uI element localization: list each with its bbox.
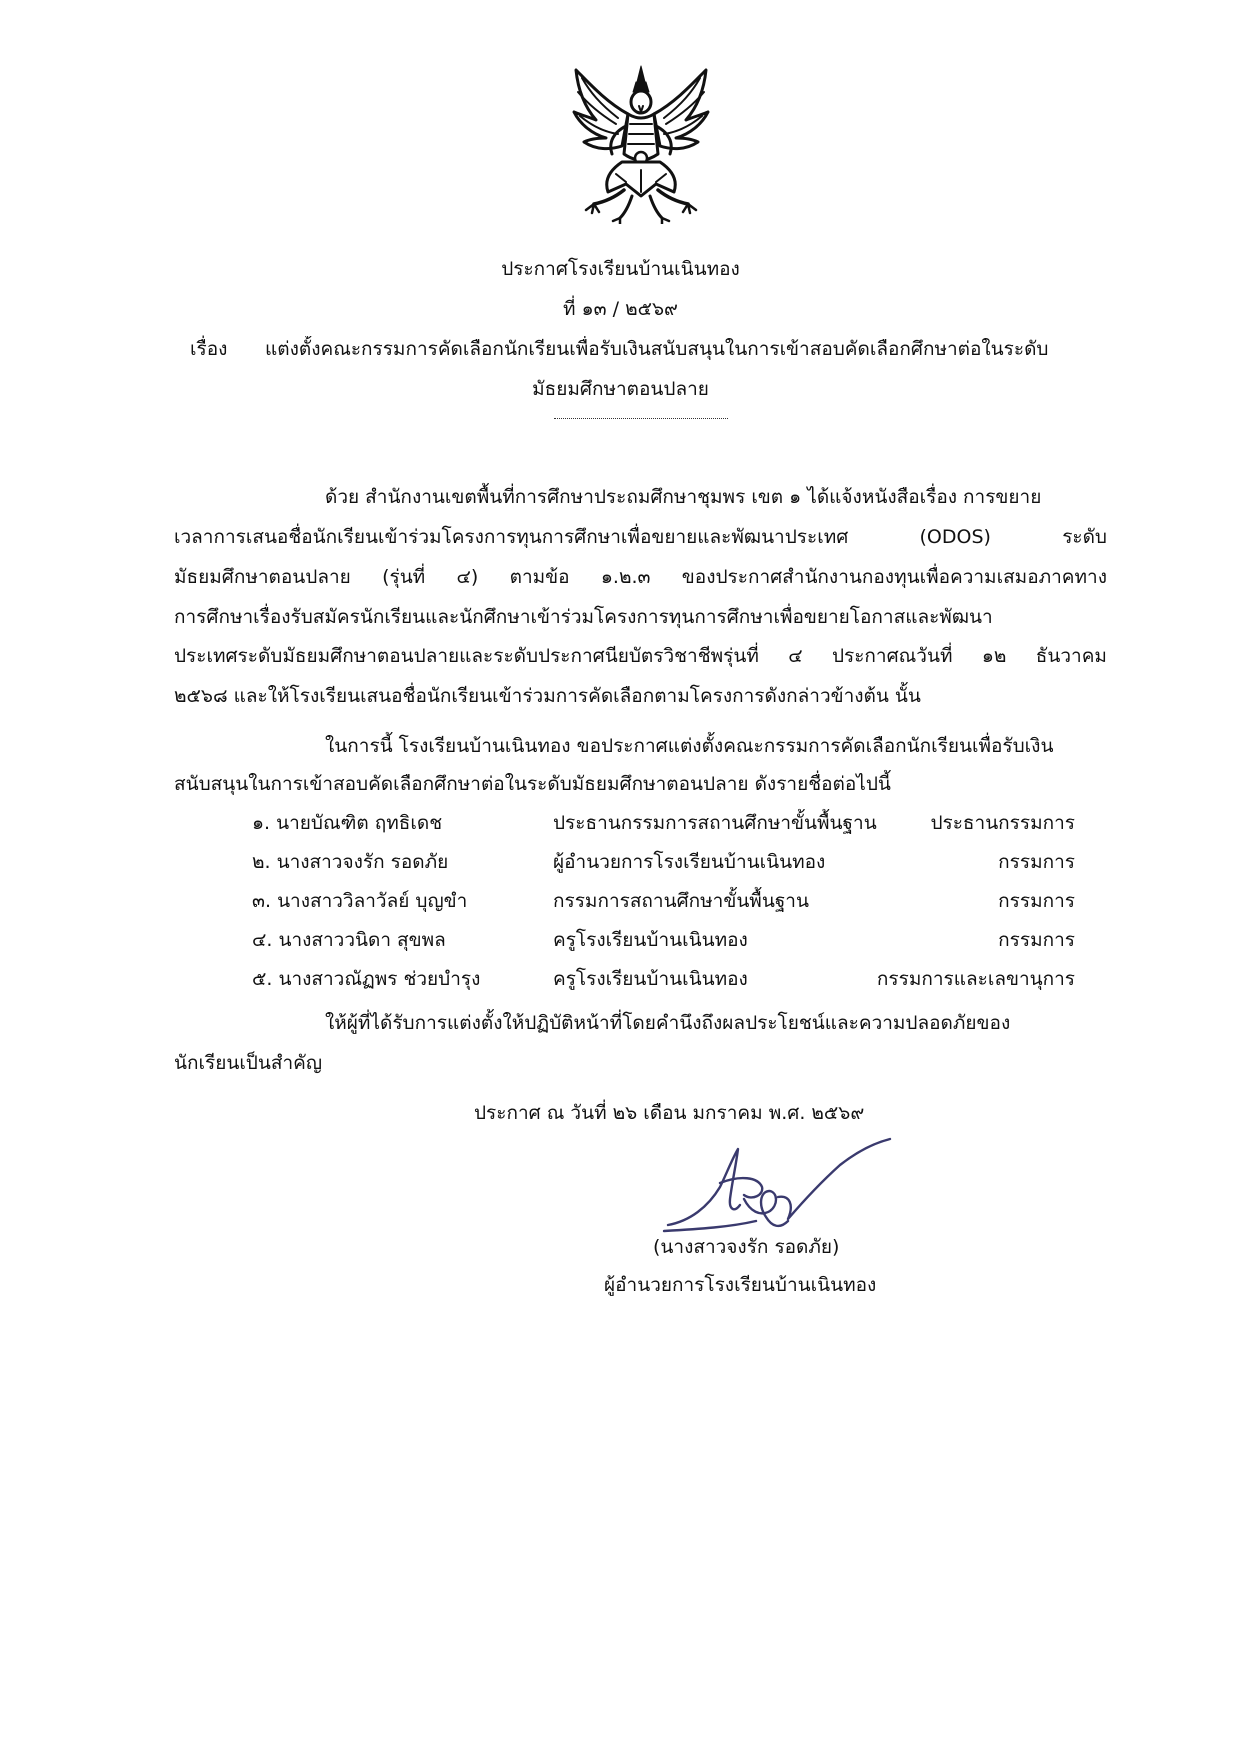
member-position: ผู้อำนวยการโรงเรียนบ้านเนินทอง bbox=[553, 851, 826, 873]
member-position: กรรมการสถานศึกษาขั้นพื้นฐาน bbox=[553, 890, 809, 912]
member-position: ครูโรงเรียนบ้านเนินทอง bbox=[553, 968, 748, 990]
member-role: กรรมการ bbox=[998, 890, 1075, 912]
member-name: ๕. นางสาวณัฏพร ช่วยบำรุง bbox=[252, 968, 481, 990]
justified-word: ตามข้อ bbox=[509, 566, 570, 588]
separator-dotted-line bbox=[554, 418, 728, 419]
member-role: กรรมการ bbox=[998, 929, 1075, 951]
committee-member-row bbox=[0, 887, 1241, 915]
member-name: ๔. นางสาววนิดา สุขพล bbox=[252, 929, 446, 951]
committee-member-row bbox=[0, 809, 1241, 837]
subject-label: เรื่อง bbox=[190, 338, 228, 360]
justified-word: (ODOS) bbox=[919, 526, 991, 548]
member-name: ๑. นายบัณฑิต ฤทธิเดช bbox=[252, 812, 443, 834]
member-position: ประธานกรรมการสถานศึกษาขั้นพื้นฐาน bbox=[553, 812, 877, 834]
paragraph-1-line-4 bbox=[174, 604, 1107, 630]
subject-text-continued: มัธยมศึกษาตอนปลาย bbox=[532, 378, 709, 400]
paragraph-2-line-1: ในการนี้ โรงเรียนบ้านเนินทอง ขอประกาศแต่งตั้งคณะกรรมการคัดเลือกนักเรียนเพื่อรับเงิน bbox=[325, 735, 1054, 757]
paragraph-1-line-3 bbox=[174, 564, 1107, 590]
justified-word: ๔ bbox=[788, 645, 803, 667]
justified-word: ๔) bbox=[456, 566, 479, 588]
justified-word: ธันวาคม bbox=[1035, 645, 1107, 667]
subject-text: แต่งตั้งคณะกรรมการคัดเลือกนักเรียนเพื่อรับเงินสนับสนุนในการเข้าสอบคัดเลือกศึกษาต่อในระดับ bbox=[265, 338, 1049, 360]
paragraph-3-line-1: ให้ผู้ที่ได้รับการแต่งตั้งให้ปฏิบัติหน้าที่โดยคำนึงถึงผลประโยชน์และความปลอดภัยของ bbox=[325, 1012, 1011, 1034]
justified-word: (รุ่นที่ bbox=[382, 566, 426, 588]
justified-word: เวลาการเสนอชื่อนักเรียนเข้าร่วมโครงการทุนการศึกษาเพื่อขยายและพัฒนาประเทศ bbox=[174, 526, 849, 548]
justified-word: ๑๒ bbox=[981, 645, 1007, 667]
paragraph-1-line-2 bbox=[174, 524, 1107, 550]
justified-word: ของประกาศสำนักงานกองทุนเพื่อความเสมอภาคทาง bbox=[681, 566, 1107, 588]
paragraph-1-line-5 bbox=[174, 643, 1107, 669]
garuda-emblem-icon bbox=[566, 62, 716, 224]
paragraph-1-line-6: ๒๕๖๘ และให้โรงเรียนเสนอชื่อนักเรียนเข้าร่วมการคัดเลือกตามโครงการดังกล่าวข้างต้น นั้น bbox=[174, 685, 921, 707]
handwritten-signature bbox=[660, 1135, 900, 1240]
justified-word: ประกาศณวันที่ bbox=[831, 645, 953, 667]
announcement-number: ที่ ๑๓ / ๒๕๖๙ bbox=[563, 298, 678, 320]
justified-word: ๑.๒.๓ bbox=[600, 566, 651, 588]
committee-member-row bbox=[0, 926, 1241, 954]
paragraph-1-line-4-text: การศึกษาเรื่องรับสมัครนักเรียนและนักศึกษาเข้าร่วมโครงการทุนการศึกษาเพื่อขยายโอกาสและพัฒนา bbox=[174, 606, 993, 628]
justified-word: มัธยมศึกษาตอนปลาย bbox=[174, 566, 351, 588]
committee-member-row bbox=[0, 965, 1241, 993]
justified-word: ประเทศระดับมัธยมศึกษาตอนปลายและระดับประกาศนียบัตรวิชาชีพรุ่นที่ bbox=[174, 645, 759, 667]
member-role: กรรมการ bbox=[998, 851, 1075, 873]
justified-word: ระดับ bbox=[1062, 526, 1107, 548]
signer-name: (นางสาวจงรัก รอดภัย) bbox=[653, 1236, 840, 1258]
announcement-title: ประกาศโรงเรียนบ้านเนินทอง bbox=[501, 258, 740, 280]
paragraph-3-line-2: นักเรียนเป็นสำคัญ bbox=[174, 1052, 323, 1074]
member-name: ๓. นางสาววิลาวัลย์ บุญขำ bbox=[252, 890, 468, 912]
member-role: ประธานกรรมการ bbox=[930, 812, 1075, 834]
member-position: ครูโรงเรียนบ้านเนินทอง bbox=[553, 929, 748, 951]
member-role: กรรมการและเลขานุการ bbox=[876, 968, 1075, 990]
signer-position: ผู้อำนวยการโรงเรียนบ้านเนินทอง bbox=[604, 1274, 877, 1296]
member-name: ๒. นางสาวจงรัก รอดภัย bbox=[252, 851, 449, 873]
committee-member-row bbox=[0, 848, 1241, 876]
paragraph-1-line-1: ด้วย สำนักงานเขตพื้นที่การศึกษาประถมศึกษาชุมพร เขต ๑ ได้แจ้งหนังสือเรื่อง การขยาย bbox=[325, 486, 1042, 508]
announcement-date: ประกาศ ณ วันที่ ๒๖ เดือน มกราคม พ.ศ. ๒๕๖๙ bbox=[474, 1102, 865, 1124]
paragraph-2-line-2: สนับสนุนในการเข้าสอบคัดเลือกศึกษาต่อในระดับมัธยมศึกษาตอนปลาย ดังรายชื่อต่อไปนี้ bbox=[174, 773, 891, 795]
